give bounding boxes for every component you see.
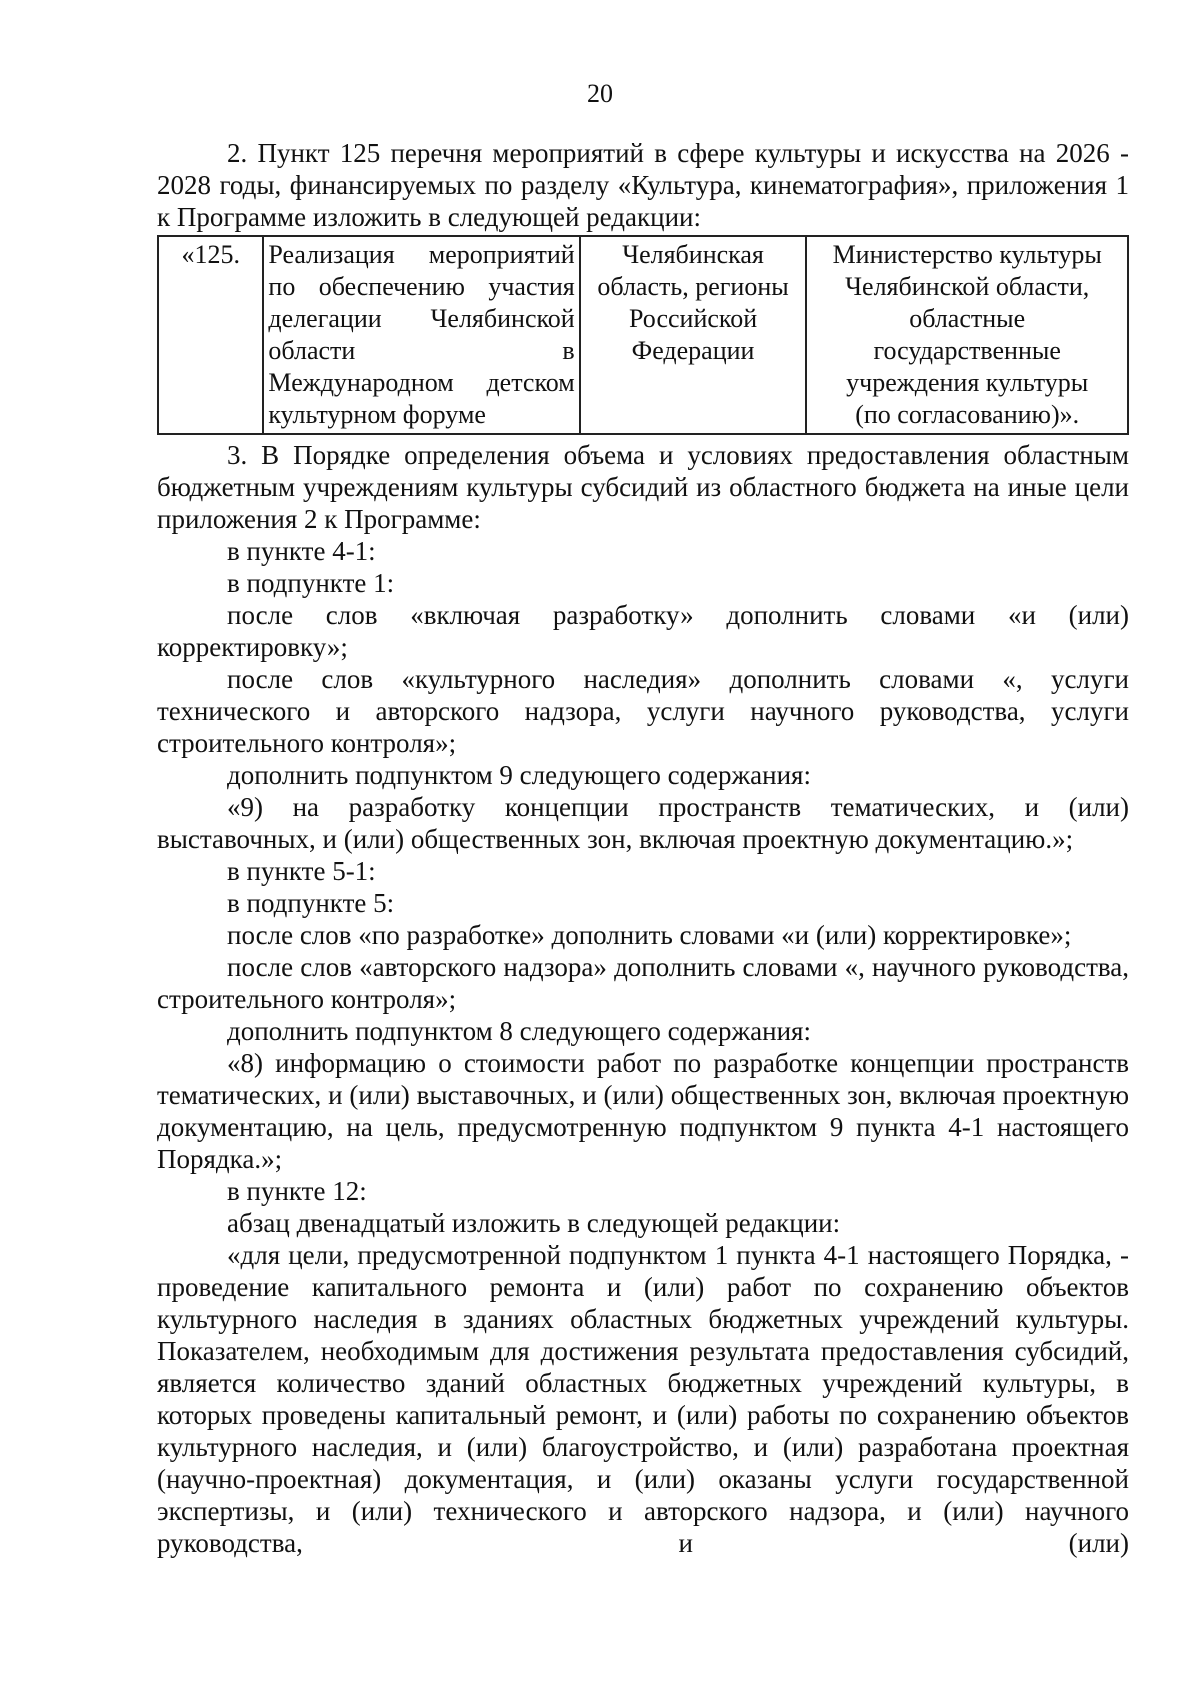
place-line: Российской [628,304,758,333]
event-name-line: делегации Челябинской [268,304,575,333]
responsible-line: учреждения культуры [846,368,1089,397]
responsible-line: Министерство культуры [832,240,1102,269]
paragraph: в подпункте 5: [227,888,395,918]
paragraph: «9) на разработку концепции пространств тематических, и (или) выставочных, и (или) общественных зон, включая проектную документацию.»; [157,792,1129,854]
event-name-line: культурном форуме [268,400,486,429]
table-row [158,236,1128,434]
paragraph: «8) информацию о стоимости работ по разработке концепции пространств тематических, и (или) выставочных, и (или) общественных зон, включая проектную документацию, на цель, предусмотренную подпунктом 9 пункта 4-1 настоящего Порядка.»; [157,1048,1129,1174]
document-body [157,137,1129,1559]
intro-paragraph: 2. Пункт 125 перечня мероприятий в сфере культуры и искусства на 2026 - 2028 годы, финансируемых по разделу «Культура, кинематография», приложения 1 к Программе изложить в следующей редакции: [157,138,1129,232]
event-name-line: Реализация мероприятий [268,240,575,269]
event-name-line: по обеспечению участия [268,272,575,301]
responsible-line: (по согласованию)». [855,400,1080,429]
item-number-cell: «125. [158,236,263,434]
responsible-line: государственные [873,336,1061,365]
paragraph: дополнить подпунктом 9 следующего содержания: [227,760,811,790]
paragraph: в пункте 5-1: [227,856,376,886]
place-cell [580,236,807,434]
paragraph: в подпункте 1: [227,568,395,598]
program-table [157,235,1129,435]
event-name-line: Международном детском [268,368,575,397]
responsible-cell [806,236,1128,434]
paragraph: после слов «по разработке» дополнить словами «и (или) корректировке»; [227,920,1072,950]
event-name-line: области в [268,336,575,365]
paragraph: в пункте 12: [227,1176,367,1206]
paragraph: после слов «включая разработку» дополнить словами «и (или) корректировку»; [157,600,1129,662]
paragraph: 3. В Порядке определения объема и условиях предоставления областным бюджетным учреждениям культуры субсидий из областного бюджета на иные цели приложения 2 к Программе: [157,440,1129,534]
paragraph: абзац двенадцатый изложить в следующей редакции: [227,1208,841,1238]
paragraph: «для цели, предусмотренной подпунктом 1 пункта 4-1 настоящего Порядка, - проведение капитального ремонта и (или) работ по сохранению объектов культурного наследия в зданиях областных бюджетных учреждений культуры. Показателем, необходимым для достижения результата предоставления субсидий, является количество зданий областных бюджетных учреждений культуры, в которых проведены капитальный ремонт, и (или) работы по сохранению объектов культурного наследия, и (или) благоустройство, и (или) разработана проектная (научно-проектная) документация, и (или) оказаны услуги государственной экспертизы, и (или) технического и авторского надзора, и (или) научного руководства, и (или) [157,1240,1129,1558]
place-line: Челябинская [622,240,764,269]
event-name-cell [263,236,579,434]
paragraph: после слов «авторского надзора» дополнить словами «, научного руководства, строительного контроля»; [157,952,1129,1014]
responsible-line: Челябинской области, [845,272,1090,301]
place-line: Федерации [631,336,755,365]
responsible-line: областные [909,304,1026,333]
place-line: область, регионы [597,272,789,301]
paragraph: дополнить подпунктом 8 следующего содержания: [227,1016,811,1046]
paragraph: в пункте 4-1: [227,536,376,566]
paragraph: после слов «культурного наследия» дополнить словами «, услуги технического и авторского надзора, услуги научного руководства, услуги строительного контроля»; [157,664,1129,758]
page-number: 20 [587,79,613,108]
